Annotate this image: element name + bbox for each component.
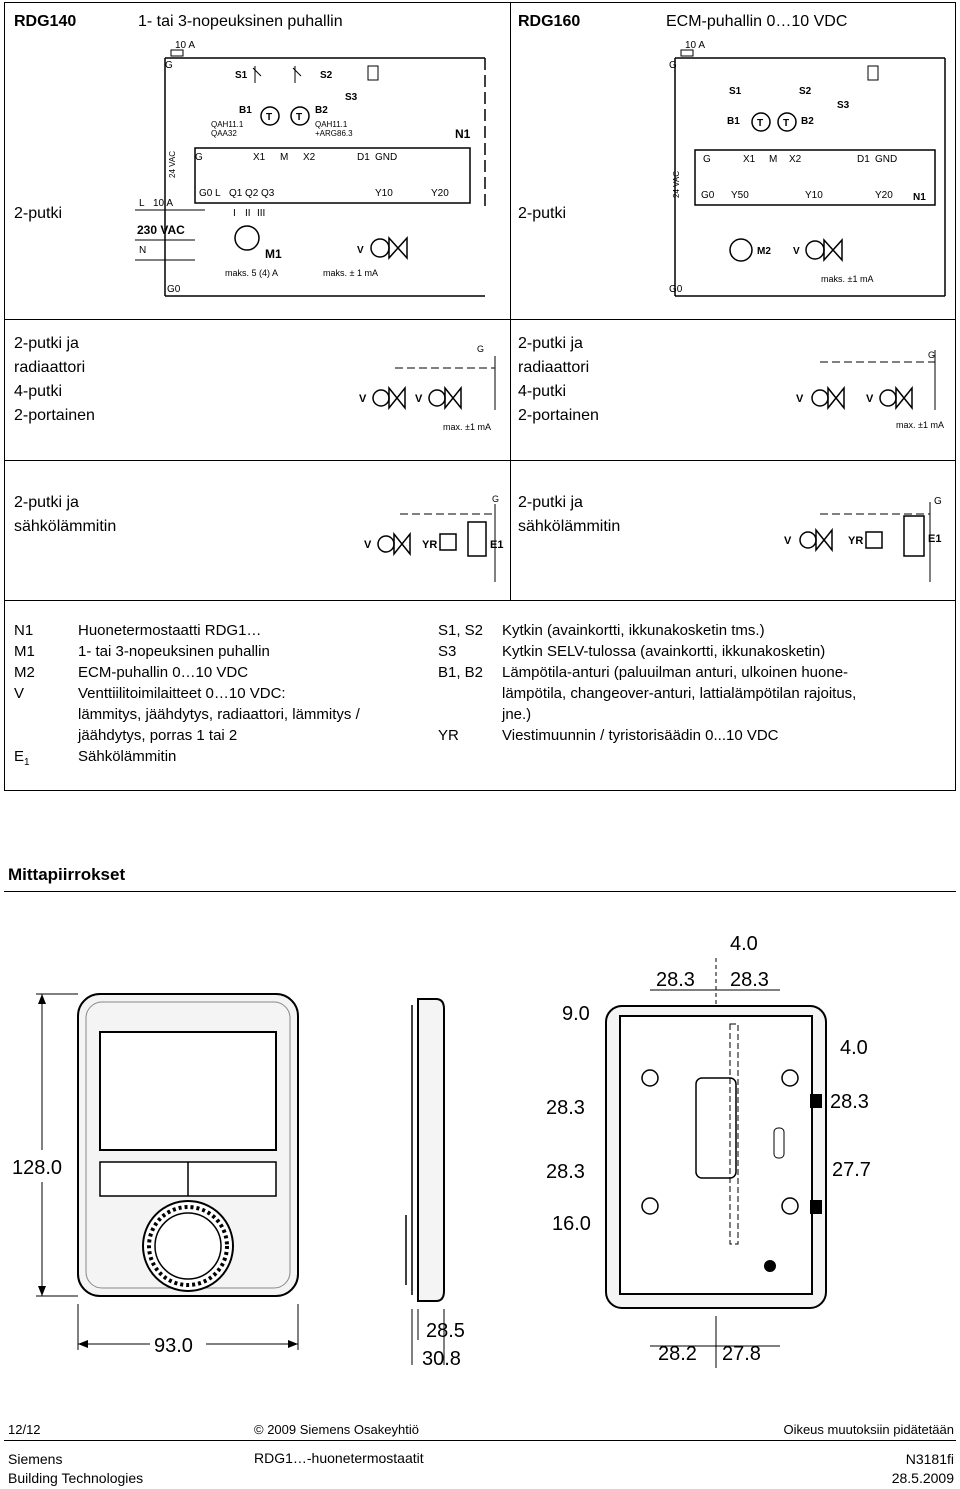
s1-label: S1 <box>235 70 248 81</box>
e1-label: E1 <box>928 533 942 545</box>
sensor-t-label: T <box>296 112 303 123</box>
v-label: V <box>359 393 367 405</box>
dim-right-top: 4.0 <box>840 1037 868 1059</box>
row-label-line: 2-putki ja <box>14 494 79 511</box>
dim-depth-a: 28.5 <box>426 1320 465 1342</box>
g-label: G <box>928 350 936 360</box>
s2-label: S2 <box>320 70 333 81</box>
legend-bottom-border <box>4 790 956 791</box>
row-label-line: 2-putki ja <box>14 335 79 352</box>
legend-code: V <box>14 685 25 702</box>
fuse-label: 10 A <box>153 198 174 209</box>
yr-label: YR <box>848 535 864 547</box>
footer-division: Building Technologies <box>8 1470 144 1486</box>
legend-code-sub: 1 <box>24 757 30 768</box>
legend-text: Kytkin SELV-tulossa (avainkortti, ikkunakosketin) <box>502 643 826 660</box>
table-column-divider <box>510 2 511 600</box>
footer-copyright: © 2009 Siemens Osakeyhtiö <box>254 1422 419 1437</box>
wiring-diagram-rdg140 <box>135 38 505 300</box>
terminal-label: Q3 <box>261 188 275 199</box>
yr-label: YR <box>422 539 438 551</box>
front-view-drawing <box>8 990 308 1370</box>
b1-model: QAH11.1 <box>211 120 244 129</box>
legend-row <box>438 662 856 683</box>
legend-row <box>14 662 360 683</box>
dim-bottom-left: 28.2 <box>658 1343 697 1365</box>
max-ma-label: max. ±1 mA <box>896 420 944 430</box>
terminal-label: D1 <box>357 152 370 163</box>
sensor-t-label: T <box>783 118 790 129</box>
v-label: V <box>793 246 800 257</box>
legend-text: ECM-puhallin 0…10 VDC <box>78 664 249 681</box>
v-label: V <box>357 245 364 256</box>
row-label-line: 2-putki ja <box>518 335 583 352</box>
s1-label: S1 <box>729 86 742 97</box>
footer-company-block <box>8 1450 143 1488</box>
terminal-label: G <box>703 154 711 165</box>
wiring-diagram-rdg160 <box>665 38 955 300</box>
sensor-t-label: T <box>757 118 764 129</box>
m1-label: M1 <box>265 247 282 261</box>
legend-row <box>438 641 856 662</box>
section-title-underline <box>4 891 956 892</box>
s3-label: S3 <box>837 100 850 111</box>
b1-model: QAA32 <box>211 129 237 138</box>
legend-row <box>438 725 856 746</box>
row-label-line: 2-portainen <box>518 407 599 424</box>
legend-code: S1, S2 <box>438 622 484 639</box>
legend-text: Lämpötila-anturi (paluuilman anturi, ulkoinen huone- <box>502 664 849 681</box>
legend-text: jäähdytys, porras 1 tai 2 <box>78 727 238 744</box>
legend-code: YR <box>438 727 459 744</box>
legend-text: 1- tai 3-nopeuksinen puhallin <box>78 643 270 660</box>
terminal-label: Q2 <box>245 188 259 199</box>
footer-divider <box>4 1440 956 1441</box>
dim-top-right: 28.3 <box>730 969 769 991</box>
b2-model: +ARG86.3 <box>315 129 353 138</box>
g0-label: G0 <box>167 284 181 295</box>
row-label-line: 2-putki ja <box>518 494 583 511</box>
dim-depth-b: 30.8 <box>422 1348 461 1370</box>
dim-top-spacing: 4.0 <box>730 933 758 955</box>
legend-code-main: E <box>14 748 25 765</box>
footer-date: 28.5.2009 <box>891 1470 954 1486</box>
terminal-label: X2 <box>303 152 316 163</box>
dim-top-left: 28.3 <box>656 969 695 991</box>
m1-max-label: maks. 5 (4) A <box>225 268 279 278</box>
legend-row <box>438 683 856 704</box>
legend-code: M1 <box>14 643 35 660</box>
legend-text: Venttiilitoimilaitteet 0…10 VDC: <box>78 685 286 702</box>
legend-code <box>14 725 78 746</box>
row-label-radiator-left <box>14 332 95 428</box>
legend-code: M2 <box>14 664 35 681</box>
24vac-label: 24 VAC <box>168 151 177 178</box>
terminal-label: M <box>280 152 289 163</box>
b2-label: B2 <box>315 105 328 116</box>
dim-right-mid2: 27.7 <box>832 1159 871 1181</box>
terminal-label: Q1 <box>229 188 243 199</box>
v-label: V <box>364 539 372 551</box>
terminal-label: Y20 <box>875 190 893 201</box>
terminal-label: GND <box>875 154 898 165</box>
legend-text: lämpötila, changeover-anturi, lattialämpötilan rajoitus, <box>502 685 857 702</box>
m2-label: M2 <box>757 246 771 257</box>
row-label-heater-right <box>518 491 620 539</box>
legend-row <box>438 704 856 725</box>
legend-right <box>438 620 856 746</box>
row-label-line: 4-putki <box>14 383 63 400</box>
table-row-divider <box>4 319 956 320</box>
legend-code <box>438 704 502 725</box>
terminal-label: G <box>195 152 203 163</box>
dim-bottom-right: 27.8 <box>722 1343 761 1365</box>
terminal-label: G0 <box>199 188 213 199</box>
g-label: G <box>669 60 677 71</box>
speed-label: III <box>257 208 266 219</box>
v-label: V <box>415 393 423 405</box>
l-label: L <box>139 198 145 209</box>
v-max-label: maks. ± 1 mA <box>323 268 378 278</box>
footer-rights: Oikeus muutoksiin pidätetään <box>783 1422 954 1437</box>
s3-label: S3 <box>345 92 358 103</box>
230vac-label: 230 VAC <box>137 223 185 237</box>
b2-label: B2 <box>801 116 814 127</box>
n1-label: N1 <box>455 127 471 141</box>
legend-code: B1, B2 <box>438 664 484 681</box>
legend-row <box>14 641 360 662</box>
heater-diagram-left <box>360 492 505 587</box>
fuse-label: 10 A <box>685 40 706 51</box>
legend-row <box>14 746 360 773</box>
row-label-line: sähkölämmitin <box>14 518 117 535</box>
sensor-t-label: T <box>266 112 273 123</box>
g-label: G <box>477 344 485 354</box>
legend-text: jne.) <box>502 706 532 723</box>
legend-row <box>14 683 360 704</box>
legend-text: lämmitys, jäähdytys, radiaattori, lämmitys / <box>78 706 360 723</box>
row-label-heater-left <box>14 491 116 539</box>
terminal-label: G0 <box>701 190 715 201</box>
legend-text: Kytkin (avainkortti, ikkunakosketin tms.) <box>502 622 765 639</box>
legend-text: Viestimuunnin / tyristorisäädin 0...10 VDC <box>502 727 779 744</box>
footer-page: 12/12 <box>8 1422 41 1437</box>
table-left-border <box>4 2 5 790</box>
legend-left <box>14 620 360 773</box>
row-label-line: radiaattori <box>518 359 590 376</box>
24vac-label: 24 VAC <box>672 171 681 198</box>
product-title-left: RDG140 <box>14 13 77 30</box>
product-desc-right: ECM-puhallin 0…10 VDC <box>666 13 848 30</box>
section-title: Mittapiirrokset <box>8 865 126 884</box>
g-label: G <box>492 494 500 504</box>
terminal-label: X1 <box>253 152 266 163</box>
heater-diagram-right <box>780 492 955 587</box>
terminal-label: Y20 <box>431 188 449 199</box>
b2-model: QAH11.1 <box>315 120 348 129</box>
g0-label: G0 <box>669 284 683 295</box>
terminal-label: GND <box>375 152 398 163</box>
side-view-drawing <box>400 995 510 1370</box>
v-label: V <box>866 393 874 405</box>
row-label-2-pipe-left: 2-putki <box>14 205 63 222</box>
legend-row <box>14 704 360 725</box>
v-label: V <box>784 535 792 547</box>
dim-width: 93.0 <box>154 1335 193 1357</box>
e1-label: E1 <box>490 539 504 551</box>
table-right-border <box>955 2 956 790</box>
row-label-line: 4-putki <box>518 383 567 400</box>
product-desc-left: 1- tai 3-nopeuksinen puhallin <box>138 13 343 30</box>
legend-code <box>14 746 78 773</box>
dim-height: 128.0 <box>12 1157 63 1179</box>
row-label-2-pipe-right: 2-putki <box>518 205 567 222</box>
dim-left-mid2: 28.3 <box>546 1161 585 1183</box>
speed-label: I <box>233 208 236 219</box>
g-label: G <box>165 60 173 71</box>
row-label-line: 2-portainen <box>14 407 95 424</box>
n-label: N <box>139 245 147 256</box>
terminal-label: Y50 <box>731 190 749 201</box>
s2-label: S2 <box>799 86 812 97</box>
v-label: V <box>796 393 804 405</box>
legend-code: N1 <box>14 622 34 639</box>
terminal-label: M <box>769 154 778 165</box>
max-ma-label: max. ±1 mA <box>443 422 491 432</box>
fuse-label: 10 A <box>175 40 196 51</box>
radiator-diagram-right <box>790 340 955 435</box>
footer-product: RDG1…-huonetermostaatit <box>254 1450 424 1466</box>
legend-row <box>14 620 360 641</box>
terminal-label: D1 <box>857 154 870 165</box>
terminal-label: X1 <box>743 154 756 165</box>
g-label: G <box>934 496 942 507</box>
terminal-label: Y10 <box>805 190 823 201</box>
terminal-label: X2 <box>789 154 802 165</box>
footer-doc-block <box>892 1450 954 1488</box>
row-label-radiator-right <box>518 332 599 428</box>
dim-left-top: 9.0 <box>562 1003 590 1025</box>
legend-row <box>14 725 360 746</box>
legend-text: Huonetermostaatti RDG1… <box>78 622 262 639</box>
legend-row <box>438 620 856 641</box>
rear-view-drawing <box>540 928 940 1373</box>
legend-code <box>438 683 502 704</box>
row-label-line: radiaattori <box>14 359 86 376</box>
radiator-diagram-left <box>355 340 505 435</box>
speed-label: II <box>245 208 251 219</box>
n1-label: N1 <box>913 192 926 203</box>
footer-company: Siemens <box>8 1451 63 1467</box>
product-title-right: RDG160 <box>518 13 581 30</box>
dim-left-bottom: 16.0 <box>552 1213 591 1235</box>
row-label-line: sähkölämmitin <box>518 518 621 535</box>
table-row-divider <box>4 460 956 461</box>
v-max-label: maks. ±1 mA <box>821 274 874 284</box>
legend-code: S3 <box>438 643 457 660</box>
table-row-divider <box>4 600 956 601</box>
footer-doc-id: N3181fi <box>905 1451 954 1467</box>
terminal-label: L <box>215 188 221 199</box>
b1-label: B1 <box>239 105 252 116</box>
b1-label: B1 <box>727 116 740 127</box>
legend-text: Sähkölämmitin <box>78 748 177 765</box>
terminal-label: Y10 <box>375 188 393 199</box>
dim-left-mid1: 28.3 <box>546 1097 585 1119</box>
table-top-border <box>4 2 956 3</box>
legend-code <box>14 704 78 725</box>
dim-right-mid1: 28.3 <box>830 1091 869 1113</box>
